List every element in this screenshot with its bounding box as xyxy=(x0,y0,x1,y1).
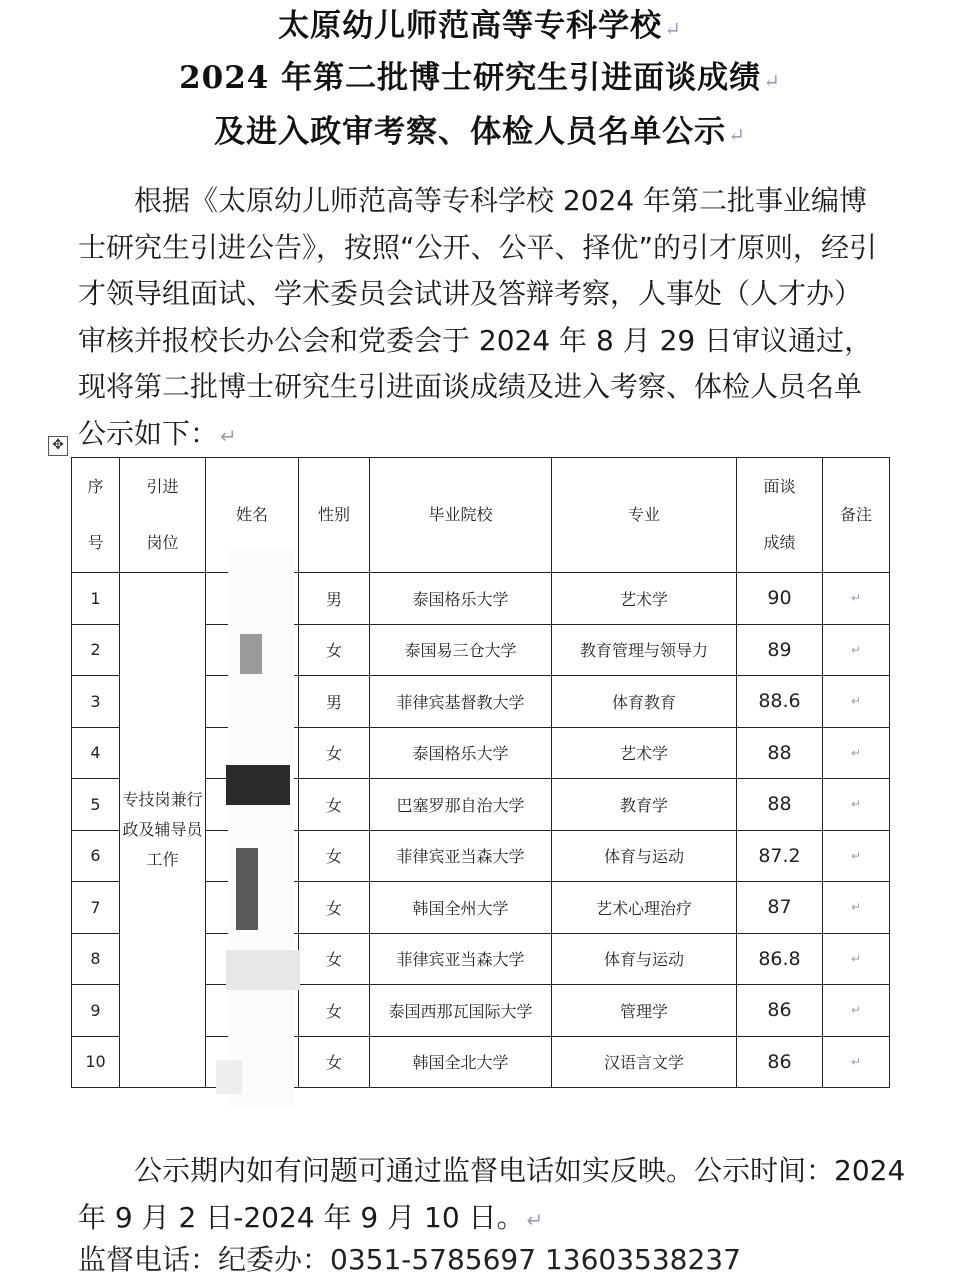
redaction-mosaic xyxy=(226,950,300,990)
cell-gender: 女 xyxy=(299,985,370,1037)
cell-major: 体育教育 xyxy=(552,676,737,728)
cell-school: 菲律宾亚当森大学 xyxy=(370,933,552,985)
cell-major: 体育与运动 xyxy=(552,933,737,985)
cell-seq: 7 xyxy=(72,882,120,934)
paragraph-mark-icon: ↵ xyxy=(763,69,781,93)
cell-gender: 女 xyxy=(299,830,370,882)
header-name: 姓名 xyxy=(206,458,299,573)
cell-school: 韩国全州大学 xyxy=(370,882,552,934)
cell-major: 管理学 xyxy=(552,985,737,1037)
cell-gender: 男 xyxy=(299,573,370,625)
header-major: 专业 xyxy=(552,458,737,573)
redaction-mosaic xyxy=(240,634,262,674)
cell-seq: 6 xyxy=(72,830,120,882)
cell-seq: 1 xyxy=(72,573,120,625)
redaction-mosaic xyxy=(236,848,258,930)
cell-note: ↵ xyxy=(823,779,890,831)
cell-note: ↵ xyxy=(823,624,890,676)
cell-school: 巴塞罗那自治大学 xyxy=(370,779,552,831)
cell-score: 89 xyxy=(737,624,823,676)
intro-paragraph: 根据《太原幼儿师范高等专科学校 2024 年第二批事业编博士研究生引进公告》，按照“公开、公平、择优”的引才原则，经引才领导组面试、学术委员会试讲及答辩考察，人事处（人才办）审核并报校长办公会和党委会于 2024 年 8 月 29 日审议通过，现将第二批博士研究生引进面谈成绩及进入考察、体检人员名单公示如下： ↵ xyxy=(78,184,878,450)
paragraph-mark-icon: ↵ xyxy=(728,123,746,147)
cell-gender: 女 xyxy=(299,727,370,779)
document-title-line-2: 2024 年第二批博士研究生引进面谈成绩 ↵ xyxy=(179,60,781,96)
cell-school: 泰国格乐大学 xyxy=(370,573,552,625)
paragraph-mark-icon: ↵ xyxy=(664,17,682,41)
cell-gender: 女 xyxy=(299,779,370,831)
header-seq: 序号 xyxy=(72,458,120,573)
cell-note: ↵ xyxy=(823,882,890,934)
header-gender: 性别 xyxy=(299,458,370,573)
cell-major: 艺术学 xyxy=(552,727,737,779)
cell-seq: 10 xyxy=(72,1036,120,1088)
header-school: 毕业院校 xyxy=(370,458,552,573)
cell-note: ↵ xyxy=(823,676,890,728)
cell-gender: 女 xyxy=(299,624,370,676)
cell-post: 专技岗兼行政及辅导员工作 xyxy=(120,573,206,1088)
cell-score: 88.6 xyxy=(737,676,823,728)
redaction-mosaic xyxy=(228,548,294,1108)
cell-school: 菲律宾基督教大学 xyxy=(370,676,552,728)
document-title-line-1: 太原幼儿师范高等专科学校 ↵ xyxy=(278,8,682,44)
cell-note: ↵ xyxy=(823,933,890,985)
cell-score: 87.2 xyxy=(737,830,823,882)
table-move-handle-icon[interactable]: ✥ xyxy=(48,436,68,456)
paragraph-mark-icon: ↵ xyxy=(220,423,237,448)
cell-note: ↵ xyxy=(823,1036,890,1088)
cell-gender: 男 xyxy=(299,676,370,728)
cell-note: ↵ xyxy=(823,727,890,779)
cell-school: 泰国西那瓦国际大学 xyxy=(370,985,552,1037)
cell-major: 艺术心理治疗 xyxy=(552,882,737,934)
cell-school: 泰国格乐大学 xyxy=(370,727,552,779)
table-header-row xyxy=(72,458,890,573)
table-row xyxy=(72,573,890,625)
cell-score: 90 xyxy=(737,573,823,625)
cell-seq: 2 xyxy=(72,624,120,676)
cell-school: 泰国易三仓大学 xyxy=(370,624,552,676)
cell-major: 艺术学 xyxy=(552,573,737,625)
cell-major: 教育管理与领导力 xyxy=(552,624,737,676)
cell-gender: 女 xyxy=(299,933,370,985)
header-post: 引进岗位 xyxy=(120,458,206,573)
cell-seq: 4 xyxy=(72,727,120,779)
header-note: 备注 xyxy=(823,458,890,573)
cell-school: 韩国全北大学 xyxy=(370,1036,552,1088)
cell-seq: 3 xyxy=(72,676,120,728)
cell-score: 88 xyxy=(737,779,823,831)
cell-seq: 9 xyxy=(72,985,120,1037)
redaction-mosaic xyxy=(226,765,290,805)
cell-note: ↵ xyxy=(823,985,890,1037)
cell-major: 体育与运动 xyxy=(552,830,737,882)
closing-paragraph: 公示期内如有问题可通过监督电话如实反映。公示时间：2024 年 9 月 2 日-2024 年 9 月 10 日。 ↵ xyxy=(78,1154,906,1234)
cell-major: 汉语言文学 xyxy=(552,1036,737,1088)
cell-major: 教育学 xyxy=(552,779,737,831)
cell-note: ↵ xyxy=(823,573,890,625)
cell-gender: 女 xyxy=(299,882,370,934)
roster-table xyxy=(71,457,890,1088)
cell-seq: 8 xyxy=(72,933,120,985)
cell-note: ↵ xyxy=(823,830,890,882)
cell-score: 86 xyxy=(737,1036,823,1088)
redaction-mosaic xyxy=(216,1060,242,1094)
cell-score: 86.8 xyxy=(737,933,823,985)
header-score: 面谈成绩 xyxy=(737,458,823,573)
supervision-phone-line: 监督电话：纪委办：0351-5785697 13603538237 xyxy=(78,1243,741,1276)
cell-gender: 女 xyxy=(299,1036,370,1088)
cell-seq: 5 xyxy=(72,779,120,831)
document-title-line-3: 及进入政审考察、体检人员名单公示 ↵ xyxy=(214,114,746,150)
cell-score: 87 xyxy=(737,882,823,934)
paragraph-mark-icon: ↵ xyxy=(526,1207,544,1232)
cell-school: 菲律宾亚当森大学 xyxy=(370,830,552,882)
cell-score: 88 xyxy=(737,727,823,779)
cell-score: 86 xyxy=(737,985,823,1037)
